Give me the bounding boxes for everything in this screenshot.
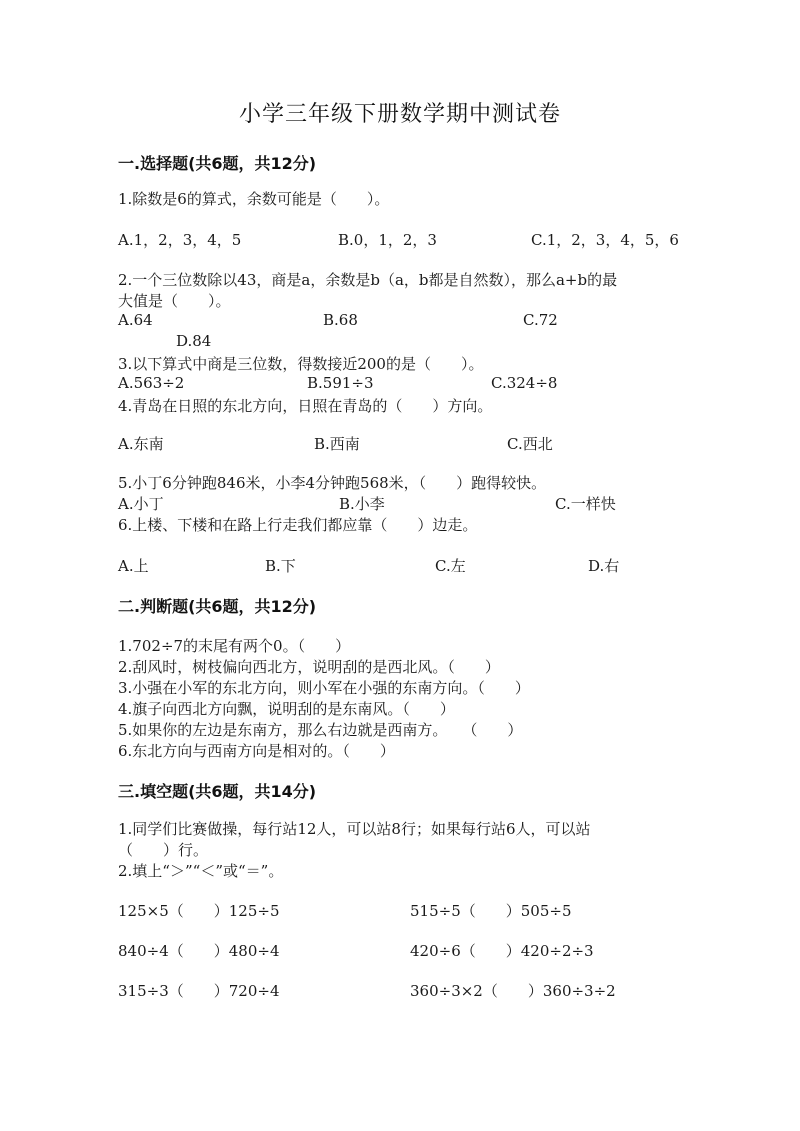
option-1-4-c: C.西北 (507, 435, 553, 453)
comparison-item-2: 515÷5（ ）505÷5 (410, 902, 572, 920)
judgement-item-5: 5.如果你的左边是东南方，那么右边就是西南方。 （ ） (118, 721, 523, 739)
comparison-item-1: 125×5（ ）125÷5 (118, 902, 280, 920)
option-1-6-d: D.右 (588, 557, 620, 575)
question-1-3: 3.以下算式中商是三位数，得数接近200的是（ ）。 (118, 355, 484, 373)
exam-title: 小学三年级下册数学期中测试卷 (238, 102, 561, 127)
judgement-item-2: 2.刮风时，树枝偏向西北方，说明刮的是西北风。（ ） (118, 658, 500, 676)
judgement-item-1: 1.702÷7的末尾有两个0。（ ） (118, 637, 351, 655)
option-1-4-a: A.东南 (118, 435, 164, 453)
comparison-item-6: 360÷3×2（ ）360÷3÷2 (410, 982, 616, 1000)
option-1-2-a: A.64 (118, 311, 153, 329)
question-1-2-line-2: 大值是（ ）。 (118, 292, 231, 310)
comparison-item-5: 315÷3（ ）720÷4 (118, 982, 280, 1000)
option-1-1-a: A.1，2，3，4，5 (118, 231, 242, 249)
question-1-2-line-1: 2.一个三位数除以43，商是a，余数是b（a，b都是自然数），那么a+b的最 (118, 271, 618, 289)
option-1-6-c: C.左 (435, 557, 466, 575)
option-1-6-b: B.下 (265, 557, 296, 575)
question-1-5: 5.小丁6分钟跑846米，小李4分钟跑568米，（ ）跑得较快。 (118, 474, 547, 492)
section-multiple-choice-heading: 一.选择题(共6题，共12分) (118, 154, 317, 173)
option-1-5-a: A.小丁 (118, 495, 164, 513)
option-1-3-a: A.563÷2 (118, 374, 185, 392)
option-1-5-b: B.小李 (339, 495, 385, 513)
option-1-4-b: B.西南 (314, 435, 360, 453)
fill-question-1-line-2: （ ）行。 (118, 841, 209, 859)
judgement-item-4: 4.旗子向西北方向飘，说明刮的是东南风。（ ） (118, 700, 455, 718)
judgement-item-6: 6.东北方向与西南方向是相对的。（ ） (118, 742, 395, 760)
option-1-2-c: C.72 (523, 311, 558, 329)
comparison-item-3: 840÷4（ ）480÷4 (118, 942, 280, 960)
option-1-3-b: B.591÷3 (307, 374, 374, 392)
option-1-2-d: D.84 (176, 332, 212, 350)
option-1-3-c: C.324÷8 (491, 374, 558, 392)
fill-question-1-line-1: 1.同学们比赛做操，每行站12人，可以站8行；如果每行站6人，可以站 (118, 820, 591, 838)
question-1-6: 6.上楼、下楼和在路上行走我们都应靠（ ）边走。 (118, 516, 478, 534)
option-1-6-a: A.上 (118, 557, 149, 575)
option-1-1-c: C.1，2，3，4，5，6 (531, 231, 679, 249)
comparison-item-4: 420÷6（ ）420÷2÷3 (410, 942, 594, 960)
option-1-5-c: C.一样快 (555, 495, 616, 513)
question-1-4: 4.青岛在日照的东北方向，日照在青岛的（ ）方向。 (118, 397, 493, 415)
option-1-1-b: B.0，1，2，3 (338, 231, 437, 249)
option-1-2-b: B.68 (323, 311, 358, 329)
question-1-1: 1.除数是6的算式，余数可能是（ ）。 (118, 190, 390, 208)
fill-question-2: 2.填上“＞”“＜”或“＝”。 (118, 862, 284, 880)
section-fill-in-heading: 三.填空题(共6题，共14分) (118, 782, 317, 801)
judgement-item-3: 3.小强在小军的东北方向，则小军在小强的东南方向。（ ） (118, 679, 530, 697)
section-true-false-heading: 二.判断题(共6题，共12分) (118, 597, 317, 616)
